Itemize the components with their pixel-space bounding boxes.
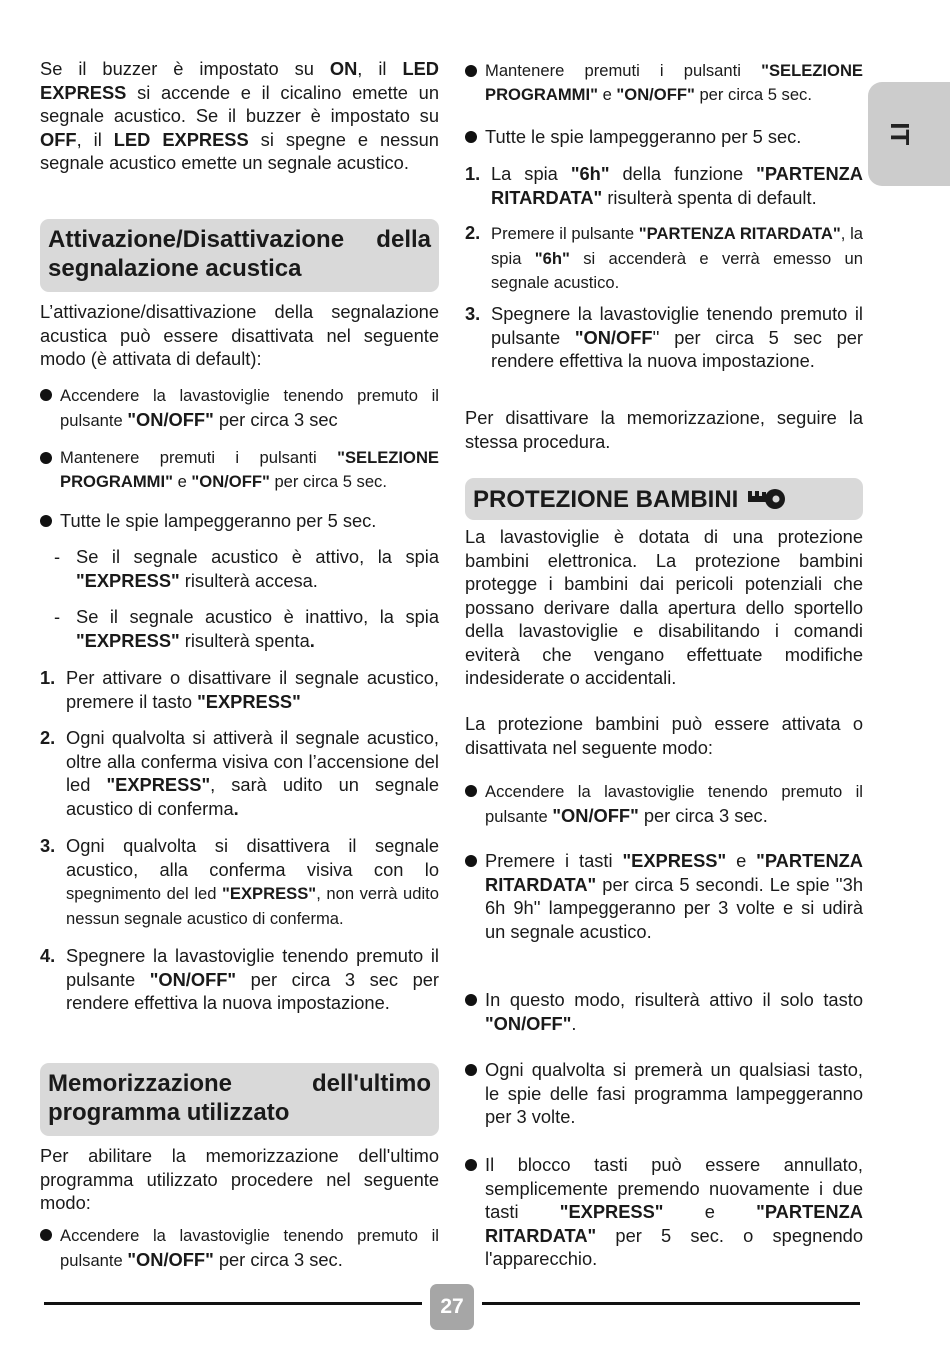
footer-rule-left [44,1302,422,1305]
language-tab [868,82,950,186]
intro-paragraph: Se il buzzer è impostato su ON, il LED EXPRESS si accende e il cicalino emette un segnale acustico. Se il buzzer è impostato su OFF, il LED EXPRESS si spegne e nessun segnale acustico emette un segnale acustico. [40,58,439,173]
list-item: Ogni qualvolta si premerà un qualsiasi tasto, le spie delle fasi programma lampeggeranno per 3 volte. [465,1058,863,1129]
list-item: Premere i tasti "EXPRESS" e "PARTENZA RITARDATA" per circa 5 secondi. Le spie ''3h 6h 9h'' lampeggeranno per 3 volte e si udirà un segnale acustico. [465,849,863,943]
bullet-dot [40,515,52,527]
child-lock-description: La lavastoviglie è dotata di una protezione bambini elettronica. La protezione bambini protegge i bambini dai pericoli potenziali che possano derivare dalla apertura dello sportello della lavastoviglie e disabilitando i comandi eviterà che vengano effettuate modifiche indesiderate o accidentali. [465,526,863,688]
paragraph: Per disattivare la memorizzazione, seguire la stessa procedura. [465,407,863,452]
list-item: 3. Ogni qualvolta si disattivera il segnale acustico, alla conferma visiva con lo spegnimento del led "EXPRESS", non verrà udito nessun segnale acustico di conferma. [40,835,440,928]
list-item: Tutte le spie lampeggeranno per 5 sec. [40,509,439,533]
list-item: Accendere la lavastoviglie tenendo premuto il pulsante "ON/OFF" per circa 3 sec [40,383,439,432]
list-item: - Se il segnale acustico è inattivo, la spia "EXPRESS" risulterà spenta. [54,606,439,651]
list-item: 2. Ogni qualvolta si attiverà il segnale acustico, oltre alla conferma visiva con l’accensione del led "EXPRESS", sarà udito un segnale acustico di conferma. [40,727,439,819]
list-item: - Se il segnale acustico è attivo, la spia "EXPRESS" risulterà accesa. [54,546,439,591]
buzzer-intro-paragraph: L’attivazione/disattivazione della segnalazione acustica può essere disattivata nel seguente modo (è attivata di default): [40,301,439,369]
list-item: 1. La spia "6h" della funzione "PARTENZA RITARDATA" risulterà spenta di default. [465,163,864,208]
list-item: 3. Spegnere la lavastoviglie tenendo premuto il pulsante "ON/OFF'' per circa 5 sec per rendere effettiva la nuova impostazione. [465,303,864,371]
child-lock-title: PROTEZIONE BAMBINI [473,485,739,513]
list-item: Mantenere premuti i pulsanti "SELEZIONE PROGRAMMI" e "ON/OFF" per circa 5 sec. [465,59,863,106]
key-icon [746,487,786,511]
bullet-dot [40,389,52,401]
bullet-dot [40,452,52,464]
list-item: Mantenere premuti i pulsanti "SELEZIONE PROGRAMMI" e "ON/OFF" per circa 5 sec. [40,446,439,493]
child-lock-intro: La protezione bambini può essere attivata o disattivata nel seguente modo: [465,713,863,758]
bullet-dot [465,785,477,797]
footer-rule-right [482,1302,860,1305]
section-heading-memory: Memorizzazione dell'ultimo programma utilizzato [40,1063,439,1136]
list-item: 1. Per attivare o disattivare il segnale acustico, premere il tasto "EXPRESS" [40,667,439,712]
list-item: 2. Premere il pulsante "PARTENZA RITARDATA", la spia "6h" si accenderà e verrà emesso un segnale acustico. [465,222,863,292]
bullet-dot [465,65,477,77]
section-heading-child-lock [465,478,863,520]
list-item: In questo modo, risulterà attivo il solo tasto "ON/OFF". [465,988,863,1035]
list-item: Accendere la lavastoviglie tenendo premuto il pulsante "ON/OFF" per circa 3 sec. [465,779,863,828]
memory-intro-paragraph: Per abilitare la memorizzazione dell'ultimo programma utilizzato procedere nel seguente modo: [40,1145,439,1213]
language-tab-label: IT [884,122,915,146]
section-heading-buzzer: Attivazione/Disattivazione della segnalazione acustica [40,219,439,292]
bullet-dot [40,1229,52,1241]
bullet-dot [465,1159,477,1171]
bullet-dot [465,131,477,143]
page-number: 27 [430,1284,474,1330]
bullet-dot [465,994,477,1006]
list-item: Accendere la lavastoviglie tenendo premuto il pulsante "ON/OFF" per circa 3 sec. [40,1223,439,1272]
list-item: Il blocco tasti può essere annullato, semplicemente premendo nuovamente i due tasti "EXPRESS" e "PARTENZA RITARDATA" per 5 sec. o spegnendo l'apparecchio. [465,1153,863,1271]
list-item: Tutte le spie lampeggeranno per 5 sec. [465,125,863,149]
list-item: 4. Spegnere la lavastoviglie tenendo premuto il pulsante "ON/OFF" per circa 3 sec per rendere effettiva la nuova impostazione. [40,945,440,1013]
bullet-dot [465,1064,477,1076]
bullet-dot [465,855,477,867]
